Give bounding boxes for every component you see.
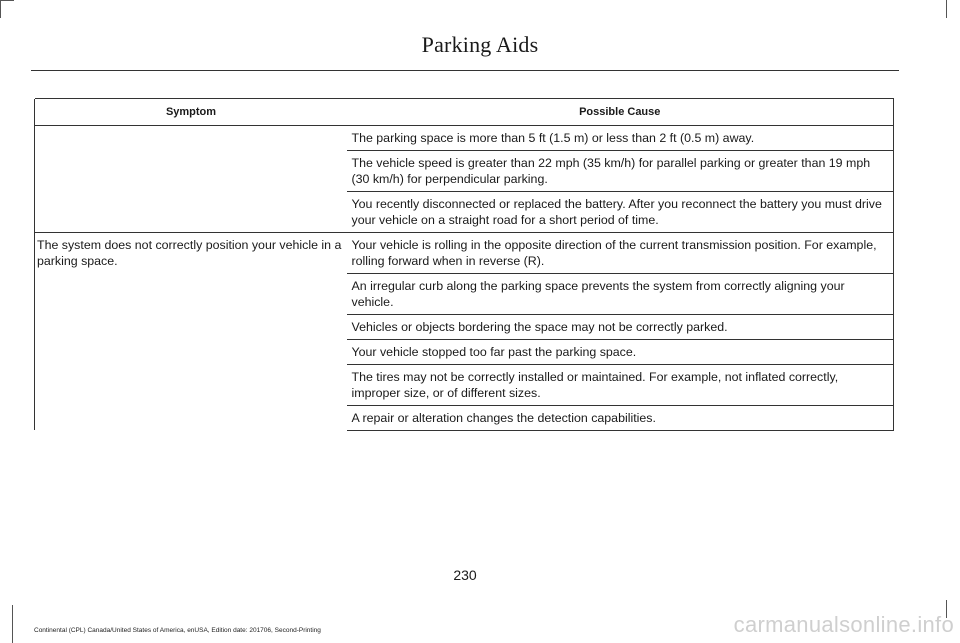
cause-cell: The tires may not be correctly installed or maintained. For example, not inflated correctly, improper size, or of different sizes. — [347, 365, 893, 406]
page-number: 230 — [453, 567, 477, 583]
table-row — [35, 126, 893, 151]
symptom-cell: The system does not correctly position your vehicle in a parking space. — [35, 233, 347, 431]
crop-mark-top-left-v — [0, 0, 1, 18]
cause-cell: Your vehicle stopped too far past the parking space. — [347, 340, 893, 365]
watermark: carmanualsonline.info — [733, 612, 954, 637]
cause-cell: A repair or alteration changes the detection capabilities. — [347, 406, 893, 431]
title-divider — [31, 70, 899, 71]
possible-cause-table — [35, 98, 894, 431]
crop-mark-top-left-h — [0, 0, 14, 1]
symptom-cell — [35, 126, 347, 233]
table-row — [35, 233, 893, 274]
table-header-row — [35, 99, 893, 126]
edition-footer: Continental (CPL) Canada/United States of America, enUSA, Edition date: 201706, Second-Printing — [34, 627, 321, 634]
cause-cell: The parking space is more than 5 ft (1.5 m) or less than 2 ft (0.5 m) away. — [347, 126, 893, 151]
crop-mark-top-right-v — [946, 0, 947, 18]
cause-cell: The vehicle speed is greater than 22 mph (35 km/h) for parallel parking or greater than 19 mph (30 km/h) for perpendicular parking. — [347, 151, 893, 192]
cause-cell: An irregular curb along the parking space prevents the system from correctly aligning your vehicle. — [347, 274, 893, 315]
cause-cell: Vehicles or objects bordering the space may not be correctly parked. — [347, 315, 893, 340]
header-symptom: Symptom — [35, 99, 347, 126]
header-possible-cause: Possible Cause — [347, 99, 893, 126]
crop-mark-bottom-left-v — [12, 605, 13, 643]
cause-cell: You recently disconnected or replaced the battery. After you reconnect the battery you must drive your vehicle on a straight road for a short period of time. — [347, 192, 893, 233]
cause-cell: Your vehicle is rolling in the opposite direction of the current transmission position. For example, rolling forward when in reverse (R). — [347, 233, 893, 274]
page-title: Parking Aids — [421, 32, 539, 57]
